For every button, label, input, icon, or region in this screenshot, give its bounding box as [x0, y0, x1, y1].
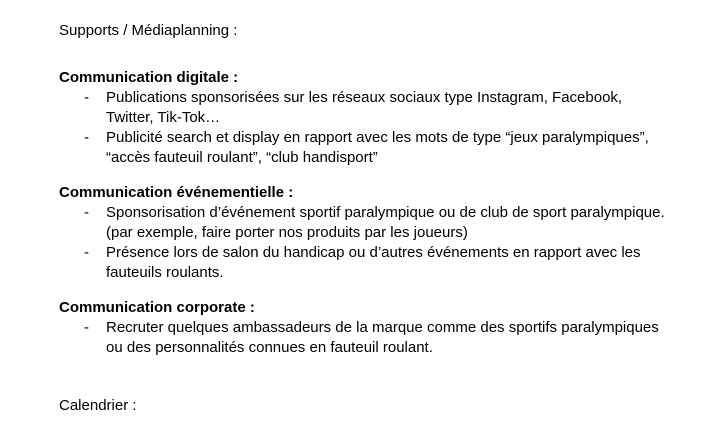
- bullet-dash-icon: -: [84, 89, 89, 106]
- calendar-heading: Calendrier :: [59, 397, 137, 414]
- bullet-text-line: Publications sponsorisées sur les réseaux sociaux type Instagram, Facebook,: [106, 89, 623, 106]
- bullet-dash-icon: -: [84, 319, 89, 336]
- bullet-text-line: ou des personnalités connues en fauteuil roulant.: [106, 339, 433, 356]
- bullet-item: [59, 88, 719, 128]
- bullet-item: [59, 203, 719, 243]
- bullet-text-line: Recruter quelques ambassadeurs de la marque comme des sportifs paralympiques: [106, 319, 659, 336]
- bullet-text: [106, 128, 666, 168]
- bullet-text: [106, 243, 666, 283]
- section-communication-evenementielle: [59, 183, 719, 283]
- bullet-text: [106, 203, 666, 243]
- bullet-item: [59, 128, 719, 168]
- section-heading-evenementielle: Communication événementielle :: [59, 184, 294, 201]
- bullet-text-line: Twitter, Tik-Tok…: [106, 109, 221, 126]
- bullet-list: [59, 88, 719, 168]
- bullet-text-line: Présence lors de salon du handicap ou d’autres événements en rapport avec les: [106, 244, 641, 261]
- bullet-text-line: Publicité search et display en rapport avec les mots de type “jeux paralympiques”,: [106, 129, 649, 146]
- bullet-text-line: fauteuils roulants.: [106, 264, 224, 281]
- bullet-text: [106, 88, 666, 128]
- bullet-text: [106, 318, 666, 358]
- section-communication-digitale: [59, 68, 719, 168]
- bullet-text-line: “accès fauteuil roulant”, “club handisport”: [106, 149, 378, 166]
- bullet-item: [59, 243, 719, 283]
- bullet-dash-icon: -: [84, 244, 89, 261]
- bullet-text-line: (par exemple, faire porter nos produits par les joueurs): [106, 224, 468, 241]
- bullet-dash-icon: -: [84, 204, 89, 221]
- section-heading-digitale: Communication digitale :: [59, 69, 239, 86]
- doc-title: Supports / Médiaplanning :: [59, 22, 238, 39]
- bullet-dash-icon: -: [84, 129, 89, 146]
- bullet-item: [59, 318, 719, 358]
- bullet-list: [59, 203, 719, 283]
- section-heading-corporate: Communication corporate :: [59, 299, 255, 316]
- bullet-list: [59, 318, 719, 358]
- bullet-text-line: Sponsorisation d’événement sportif paralympique ou de club de sport paralympique.: [106, 204, 665, 221]
- section-communication-corporate: [59, 298, 719, 358]
